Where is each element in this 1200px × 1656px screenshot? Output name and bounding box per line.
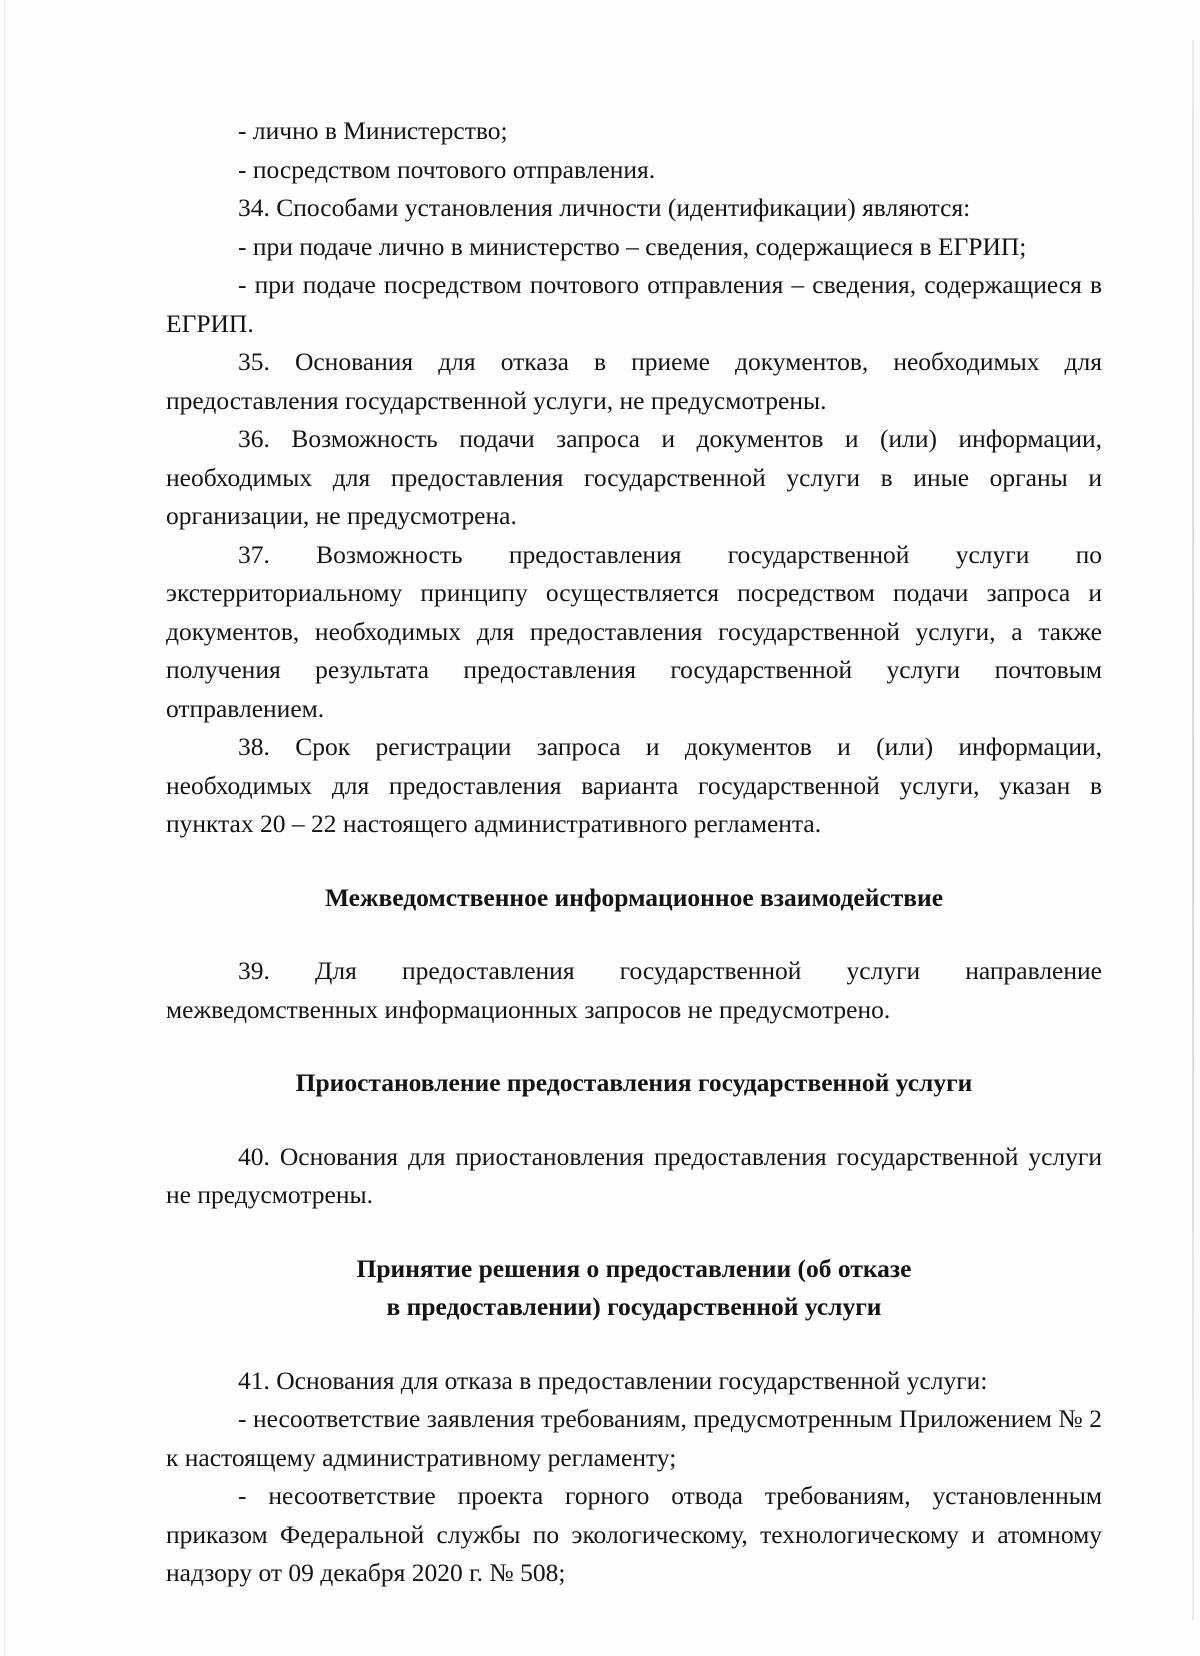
paragraph-37: 37. Возможность предоставления государственной услуги по экстерриториальному принципу осуществляется посредством подачи запроса и документов, необходимых для предоставления государственной услуги, а также получения результата предоставления государственной услуги почтовым отправлением. — [166, 539, 1102, 723]
paragraph-34: 34. Способами установления личности (идентификации) являются: — [238, 193, 971, 222]
paragraph-41-application: - несоответствие заявления требованиям, предусмотренным Приложением № 2 к настоящему административному регламенту; — [166, 1404, 1102, 1472]
document-body — [166, 112, 1102, 1593]
paragraph-36: 36. Возможность подачи запроса и документов и (или) информации, необходимых для предоставления государственной услуги в иные органы и организации, не предусмотрена. — [166, 424, 1102, 530]
section-heading-interagency: Межведомственное информационное взаимодействие — [324, 882, 944, 912]
paragraph-39: 39. Для предоставления государственной услуги направление межведомственных информационных запросов не предусмотрено. — [166, 956, 1102, 1024]
paragraph-personal-submission: - лично в Министерство; — [238, 116, 508, 145]
paragraph-postal-submission: - посредством почтового отправления. — [238, 154, 656, 184]
paragraph-40: 40. Основания для приостановления предоставления государственной услуги не предусмотрены. — [166, 1141, 1102, 1209]
section-heading-decision-line1: Принятие решения о предоставлении (об отказе — [356, 1253, 912, 1283]
section-heading-suspension: Приостановление предоставления государственной услуги — [295, 1068, 973, 1097]
paragraph-41: 41. Основания для отказа в предоставлении государственной услуги: — [238, 1365, 988, 1395]
section-heading-decision-line2: в предоставлении) государственной услуги — [386, 1292, 882, 1321]
paragraph-35: 35. Основания для отказа в приеме документов, необходимых для предоставления государственной услуги, не предусмотрены. — [166, 347, 1102, 415]
section-heading-decision — [166, 1250, 1102, 1327]
scan-edge-left — [4, 0, 5, 1656]
scan-edge-right — [1192, 40, 1194, 1620]
paragraph-41-project: - несоответствие проекта горного отвода требованиям, установленным приказом Федеральной службы по экологическому, технологическому и атомному надзору от 09 декабря 2020 г. № 508; — [166, 1481, 1102, 1587]
paragraph-34-postal: - при подаче посредством почтового отправления – сведения, содержащиеся в ЕГРИП. — [166, 270, 1102, 338]
paragraph-38: 38. Срок регистрации запроса и документов и (или) информации, необходимых для предоставления варианта государственной услуги, указан в пунктах 20 – 22 настоящего административного регламента. — [166, 732, 1102, 838]
paragraph-34-personal: - при подаче лично в министерство – сведения, содержащиеся в ЕГРИП; — [238, 231, 1027, 261]
